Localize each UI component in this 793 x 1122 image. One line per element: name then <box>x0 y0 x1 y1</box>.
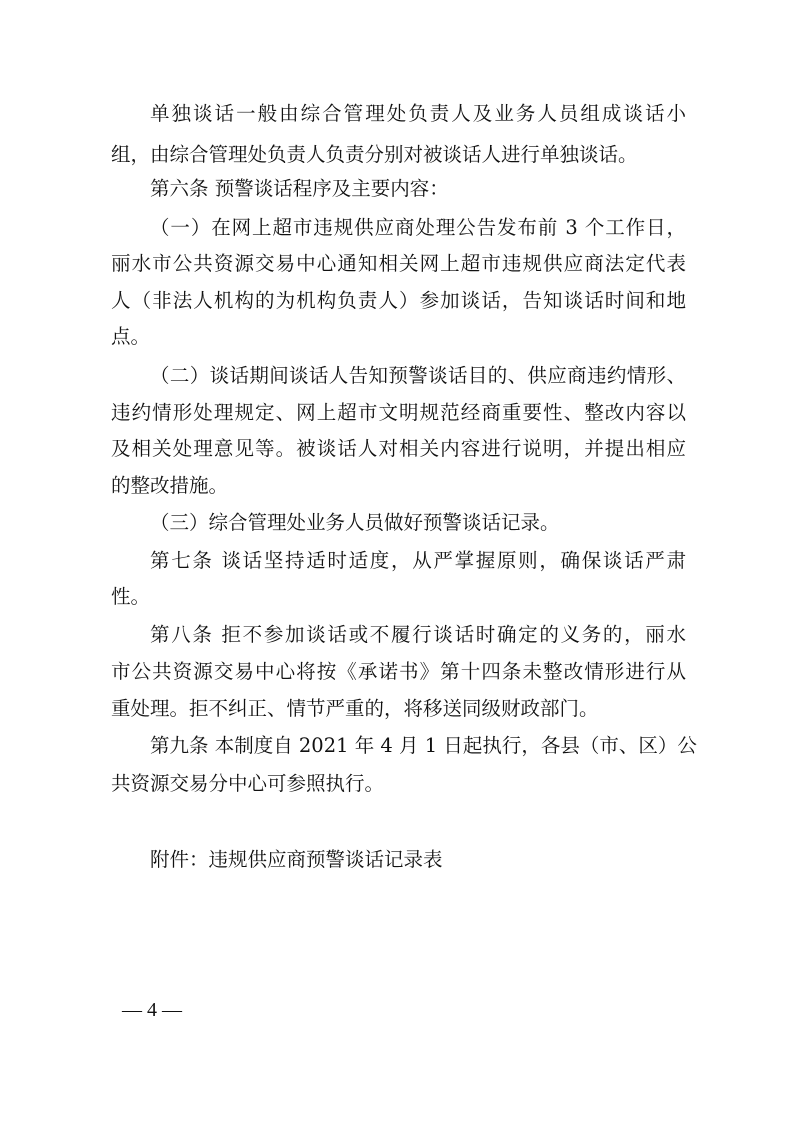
article-heading: 第六条 预警谈话程序及主要内容： <box>150 177 449 200</box>
paragraph-line: 性。 <box>111 585 151 608</box>
paragraph-line: 组，由综合管理处负责人负责分别对被谈话人进行单独谈话。 <box>111 143 638 166</box>
paragraph-line: 的整改措施。 <box>111 474 229 497</box>
attachment-line: 附件：违规供应商预警谈话记录表 <box>150 848 443 871</box>
paragraph-line: 共资源交易分中心可参照执行。 <box>111 772 385 795</box>
article-heading: 第八条 拒不参加谈话或不履行谈话时确定的义务的，丽水 <box>150 623 686 646</box>
paragraph-line: 丽水市公共资源交易中心通知相关网上超市违规供应商法定代表 <box>111 252 686 275</box>
paragraph-line: 市公共资源交易中心将按《承诺书》第十四条未整改情形进行从 <box>111 660 686 683</box>
article-heading: 第七条 谈话坚持适时适度，从严掌握原则，确保谈话严肃 <box>150 549 686 572</box>
paragraph-line: 重处理。拒不纠正、情节严重的，将移送同级财政部门。 <box>111 697 599 720</box>
paragraph-line: 违约情形处理规定、网上超市文明规范经商重要性、整改内容以 <box>111 401 686 424</box>
article-heading: 第九条 本制度自 2021 年 4 月 1 日起执行，各县（市、区）公 <box>150 734 697 757</box>
paragraph-line: 人（非法人机构的为机构负责人）参加谈话，告知谈话时间和地 <box>111 289 686 312</box>
paragraph-line: （一）在网上超市违规供应商处理公告发布前 3 个工作日， <box>150 216 686 239</box>
paragraph-line: （二）谈话期间谈话人告知预警谈话目的、供应商违约情形、 <box>150 364 686 387</box>
paragraph-line: （三）综合管理处业务人员做好预警谈话记录。 <box>150 511 560 534</box>
paragraph-line: 及相关处理意见等。被谈话人对相关内容进行说明，并提出相应 <box>111 437 686 460</box>
paragraph-line: 点。 <box>111 325 151 348</box>
paragraph-line: 单独谈话一般由综合管理处负责人及业务人员组成谈话小 <box>150 102 686 125</box>
page-number: — 4 — <box>122 999 182 1021</box>
